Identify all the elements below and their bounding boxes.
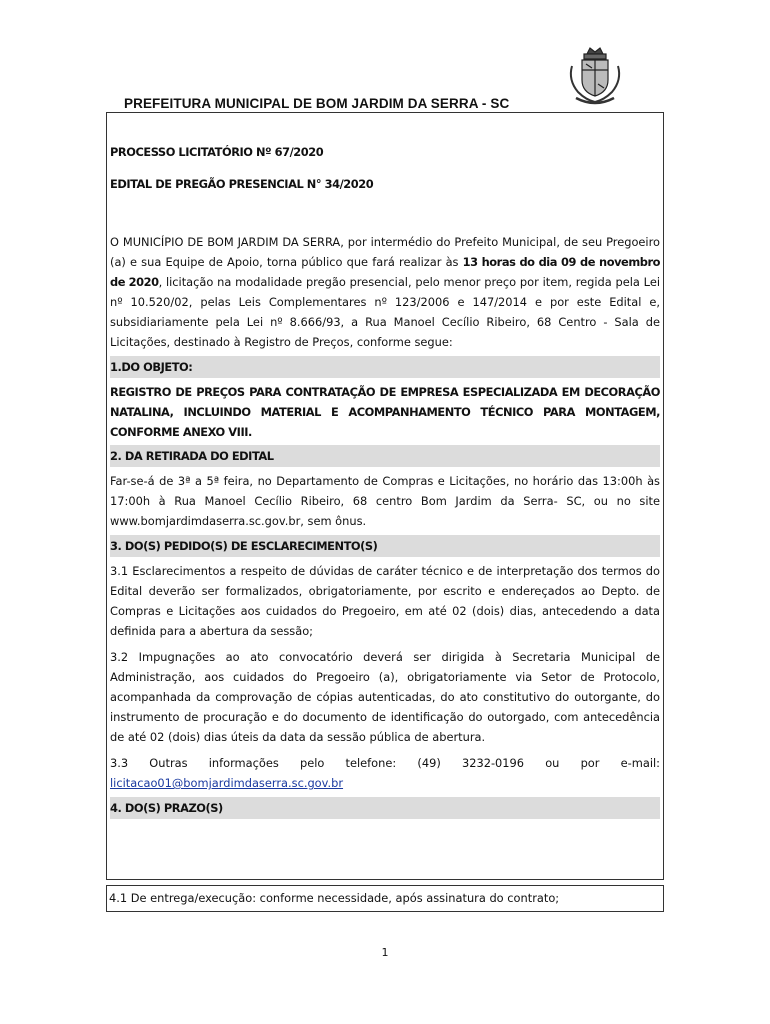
section-4-heading-band [110,797,660,819]
section-1-title: 1.DO OBJETO: [110,360,193,374]
section-4-title: 4. DO(S) PRAZO(S) [110,801,223,815]
section-3-heading-band [110,535,660,557]
email-link[interactable]: licitacao01@bomjardimdaserra.sc.gov.br [110,776,344,790]
section-2-title: 2. DA RETIRADA DO EDITAL [110,449,274,463]
section-4-1-text: 4.1 De entrega/execução: conforme necessidade, após assinatura do contrato; [109,891,560,905]
section-3-3-email [110,773,660,793]
edital-number: EDITAL DE PREGÃO PRESENCIAL N° 34/2020 [110,177,374,191]
section-4-1-box [106,885,664,912]
section-2-heading-band [110,445,660,467]
document-content [110,112,660,819]
section-3-title: 3. DO(S) PEDIDO(S) DE ESCLARECIMENTO(S) [110,539,378,553]
process-number: PROCESSO LICITATÓRIO Nº 67/2020 [110,145,324,159]
page-number: 1 [381,946,389,959]
intro-paragraph: O MUNICÍPIO DE BOM JARDIM DA SERRA, por intermédio do Prefeito Municipal, de seu Pregoeiro (a) e sua Equipe de Apoio, torna público que fará realizar às 13 horas do dia 09 de novembro de 2020, licitação na modalidade pregão presencial, pelo menor preço por item, regida pela Lei nº 10.520/02, pelas Leis Complementares nº 123/2006 e 147/2014 e por este Edital e, subsidiariamente pela Lei nº 8.666/93, a Rua Manoel Cecílio Ribeiro, 68 Centro - Sala de Licitações, destinado à Registro de Preços, conforme segue: [110,235,661,349]
intro-date: 13 horas do dia 09 de novembro de 2020 [110,255,660,289]
section-2-text: Far-se-á de 3ª a 5ª feira, no Departamento de Compras e Licitações, no horário das 13:00h às 17:00h à Rua Manoel Cecílio Ribeiro, 68 centro Bom Jardim da Serra- SC, ou no site www.bomjardimdaserra.sc.gov.br, sem ônus. [110,474,660,528]
section-3-3-text: 3.3 Outras informações pelo telefone: (49) 3232-0196 ou por e-mail: [110,756,660,770]
section-3-1-text: 3.1 Esclarecimentos a respeito de dúvidas de caráter técnico e de interpretação dos termos do Edital deverão ser formalizados, obrigatoriamente, por escrito e endereçados ao Depto. de Compras e Licitações aos cuidados do Pregoeiro, em até 02 (dois) dias, antecedendo a data definida para a abertura da sessão; [110,564,660,638]
page-header-title: PREFEITURA MUNICIPAL DE BOM JARDIM DA SERRA - SC [124,96,510,111]
section-1-heading-band [110,356,660,378]
section-3-2-text: 3.2 Impugnações ao ato convocatório deverá ser dirigida à Secretaria Municipal de Administração, aos cuidados do Pregoeiro (a), obrigatoriamente via Setor de Protocolo, acompanhada da comprovação de cópias autenticadas, do ato constitutivo do outorgante, do instrumento de procuração e do documento de identificação do outorgado, com antecedência de até 02 (dois) dias úteis da data da sessão pública de abertura. [110,650,660,744]
section-1-text: REGISTRO DE PREÇOS PARA CONTRATAÇÃO DE EMPRESA ESPECIALIZADA EM DECORAÇÃO NATALINA, INCLUINDO MATERIAL E ACOMPANHAMENTO TÉCNICO PARA MONTAGEM, CONFORME ANEXO VIII. [110,385,660,439]
